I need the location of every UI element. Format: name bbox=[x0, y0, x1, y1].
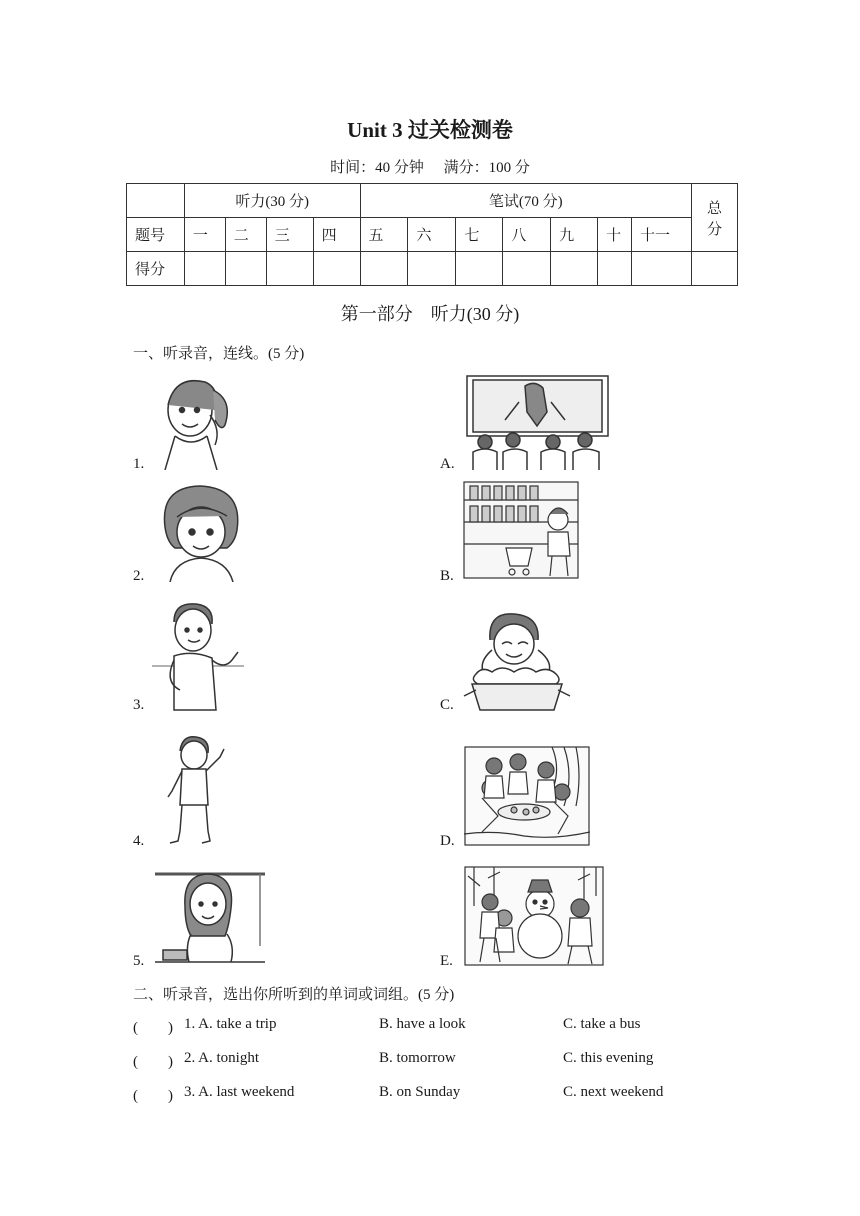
question-number-cell: 六 bbox=[408, 218, 456, 252]
boy-standing-illustration bbox=[158, 735, 228, 847]
exam-full-score: 满分：100 分 bbox=[443, 160, 530, 176]
listening-header: 听力(30 分) bbox=[184, 184, 360, 218]
child-washing-clothes-illustration bbox=[462, 610, 572, 712]
option-label: A. bbox=[440, 456, 455, 472]
item-label: 1. bbox=[133, 456, 145, 472]
answer-blank[interactable]: ( ) bbox=[133, 1054, 173, 1070]
score-cell bbox=[551, 252, 598, 286]
girl-at-desk-illustration bbox=[155, 866, 265, 966]
table-corner-cell bbox=[127, 184, 185, 218]
question-2-option-b: B. tomorrow bbox=[379, 1050, 456, 1066]
answer-blank[interactable]: ( ) bbox=[133, 1020, 173, 1036]
score-cell bbox=[266, 252, 313, 286]
score-cell bbox=[408, 252, 456, 286]
score-cell bbox=[225, 252, 266, 286]
item-label: 3. bbox=[133, 697, 145, 713]
question-number-cell: 十一 bbox=[632, 218, 692, 252]
item-label: 2. bbox=[133, 568, 145, 584]
score-cell bbox=[503, 252, 551, 286]
score-cell bbox=[632, 252, 692, 286]
part-heading: 第一部分 听力(30 分) bbox=[340, 304, 520, 324]
question-1-option-a: 1. A. take a trip bbox=[184, 1016, 277, 1032]
girl-short-hair-illustration bbox=[155, 482, 245, 582]
question-number-cell: 八 bbox=[503, 218, 551, 252]
question-number-cell: 一 bbox=[184, 218, 225, 252]
boy-waving-illustration bbox=[152, 600, 244, 712]
section-heading-2: 二、听录音，选出你所听到的单词或词组。(5 分) bbox=[133, 987, 455, 1003]
question-1-option-b: B. have a look bbox=[379, 1016, 466, 1032]
question-2-option-a: 2. A. tonight bbox=[184, 1050, 260, 1066]
question-number-cell: 三 bbox=[266, 218, 313, 252]
question-number-cell: 五 bbox=[360, 218, 408, 252]
answer-blank[interactable]: ( ) bbox=[133, 1088, 173, 1104]
girl-ponytail-illustration bbox=[155, 370, 235, 470]
question-number-cell: 二 bbox=[225, 218, 266, 252]
section-heading-1: 一、听录音，连线。(5 分) bbox=[133, 346, 305, 362]
question-2-option-c: C. this evening bbox=[563, 1050, 654, 1066]
question-number-cell: 九 bbox=[551, 218, 598, 252]
score-table bbox=[126, 183, 738, 286]
score-label: 得分 bbox=[127, 252, 185, 286]
snowman-children-illustration bbox=[464, 866, 604, 966]
exam-meta bbox=[0, 156, 860, 177]
question-number-cell: 四 bbox=[313, 218, 360, 252]
score-cell bbox=[598, 252, 632, 286]
score-cell bbox=[456, 252, 503, 286]
question-3-option-a: 3. A. last weekend bbox=[184, 1084, 295, 1100]
question-3-option-c: C. next weekend bbox=[563, 1084, 664, 1100]
question-3-option-b: B. on Sunday bbox=[379, 1084, 461, 1100]
total-header: 总分 bbox=[691, 184, 737, 252]
item-label: 4. bbox=[133, 833, 145, 849]
exam-time: 时间：40 分钟 bbox=[330, 160, 424, 176]
question-number-cell: 七 bbox=[456, 218, 503, 252]
score-cell bbox=[691, 252, 737, 286]
score-cell bbox=[184, 252, 225, 286]
question-1-option-c: C. take a bus bbox=[563, 1016, 641, 1032]
score-cell bbox=[313, 252, 360, 286]
supermarket-shopping-illustration bbox=[462, 480, 580, 580]
written-header: 笔试(70 分) bbox=[360, 184, 691, 218]
option-label: C. bbox=[440, 697, 454, 713]
page-title: Unit 3 过关检测卷 bbox=[347, 118, 513, 142]
option-label: E. bbox=[440, 953, 453, 969]
item-label: 5. bbox=[133, 953, 145, 969]
option-label: D. bbox=[440, 833, 455, 849]
question-number-cell: 十 bbox=[598, 218, 632, 252]
cinema-audience-illustration bbox=[465, 372, 610, 470]
option-label: B. bbox=[440, 568, 454, 584]
picnic-children-illustration bbox=[464, 746, 590, 846]
question-number-label: 题号 bbox=[127, 218, 185, 252]
score-cell bbox=[360, 252, 408, 286]
